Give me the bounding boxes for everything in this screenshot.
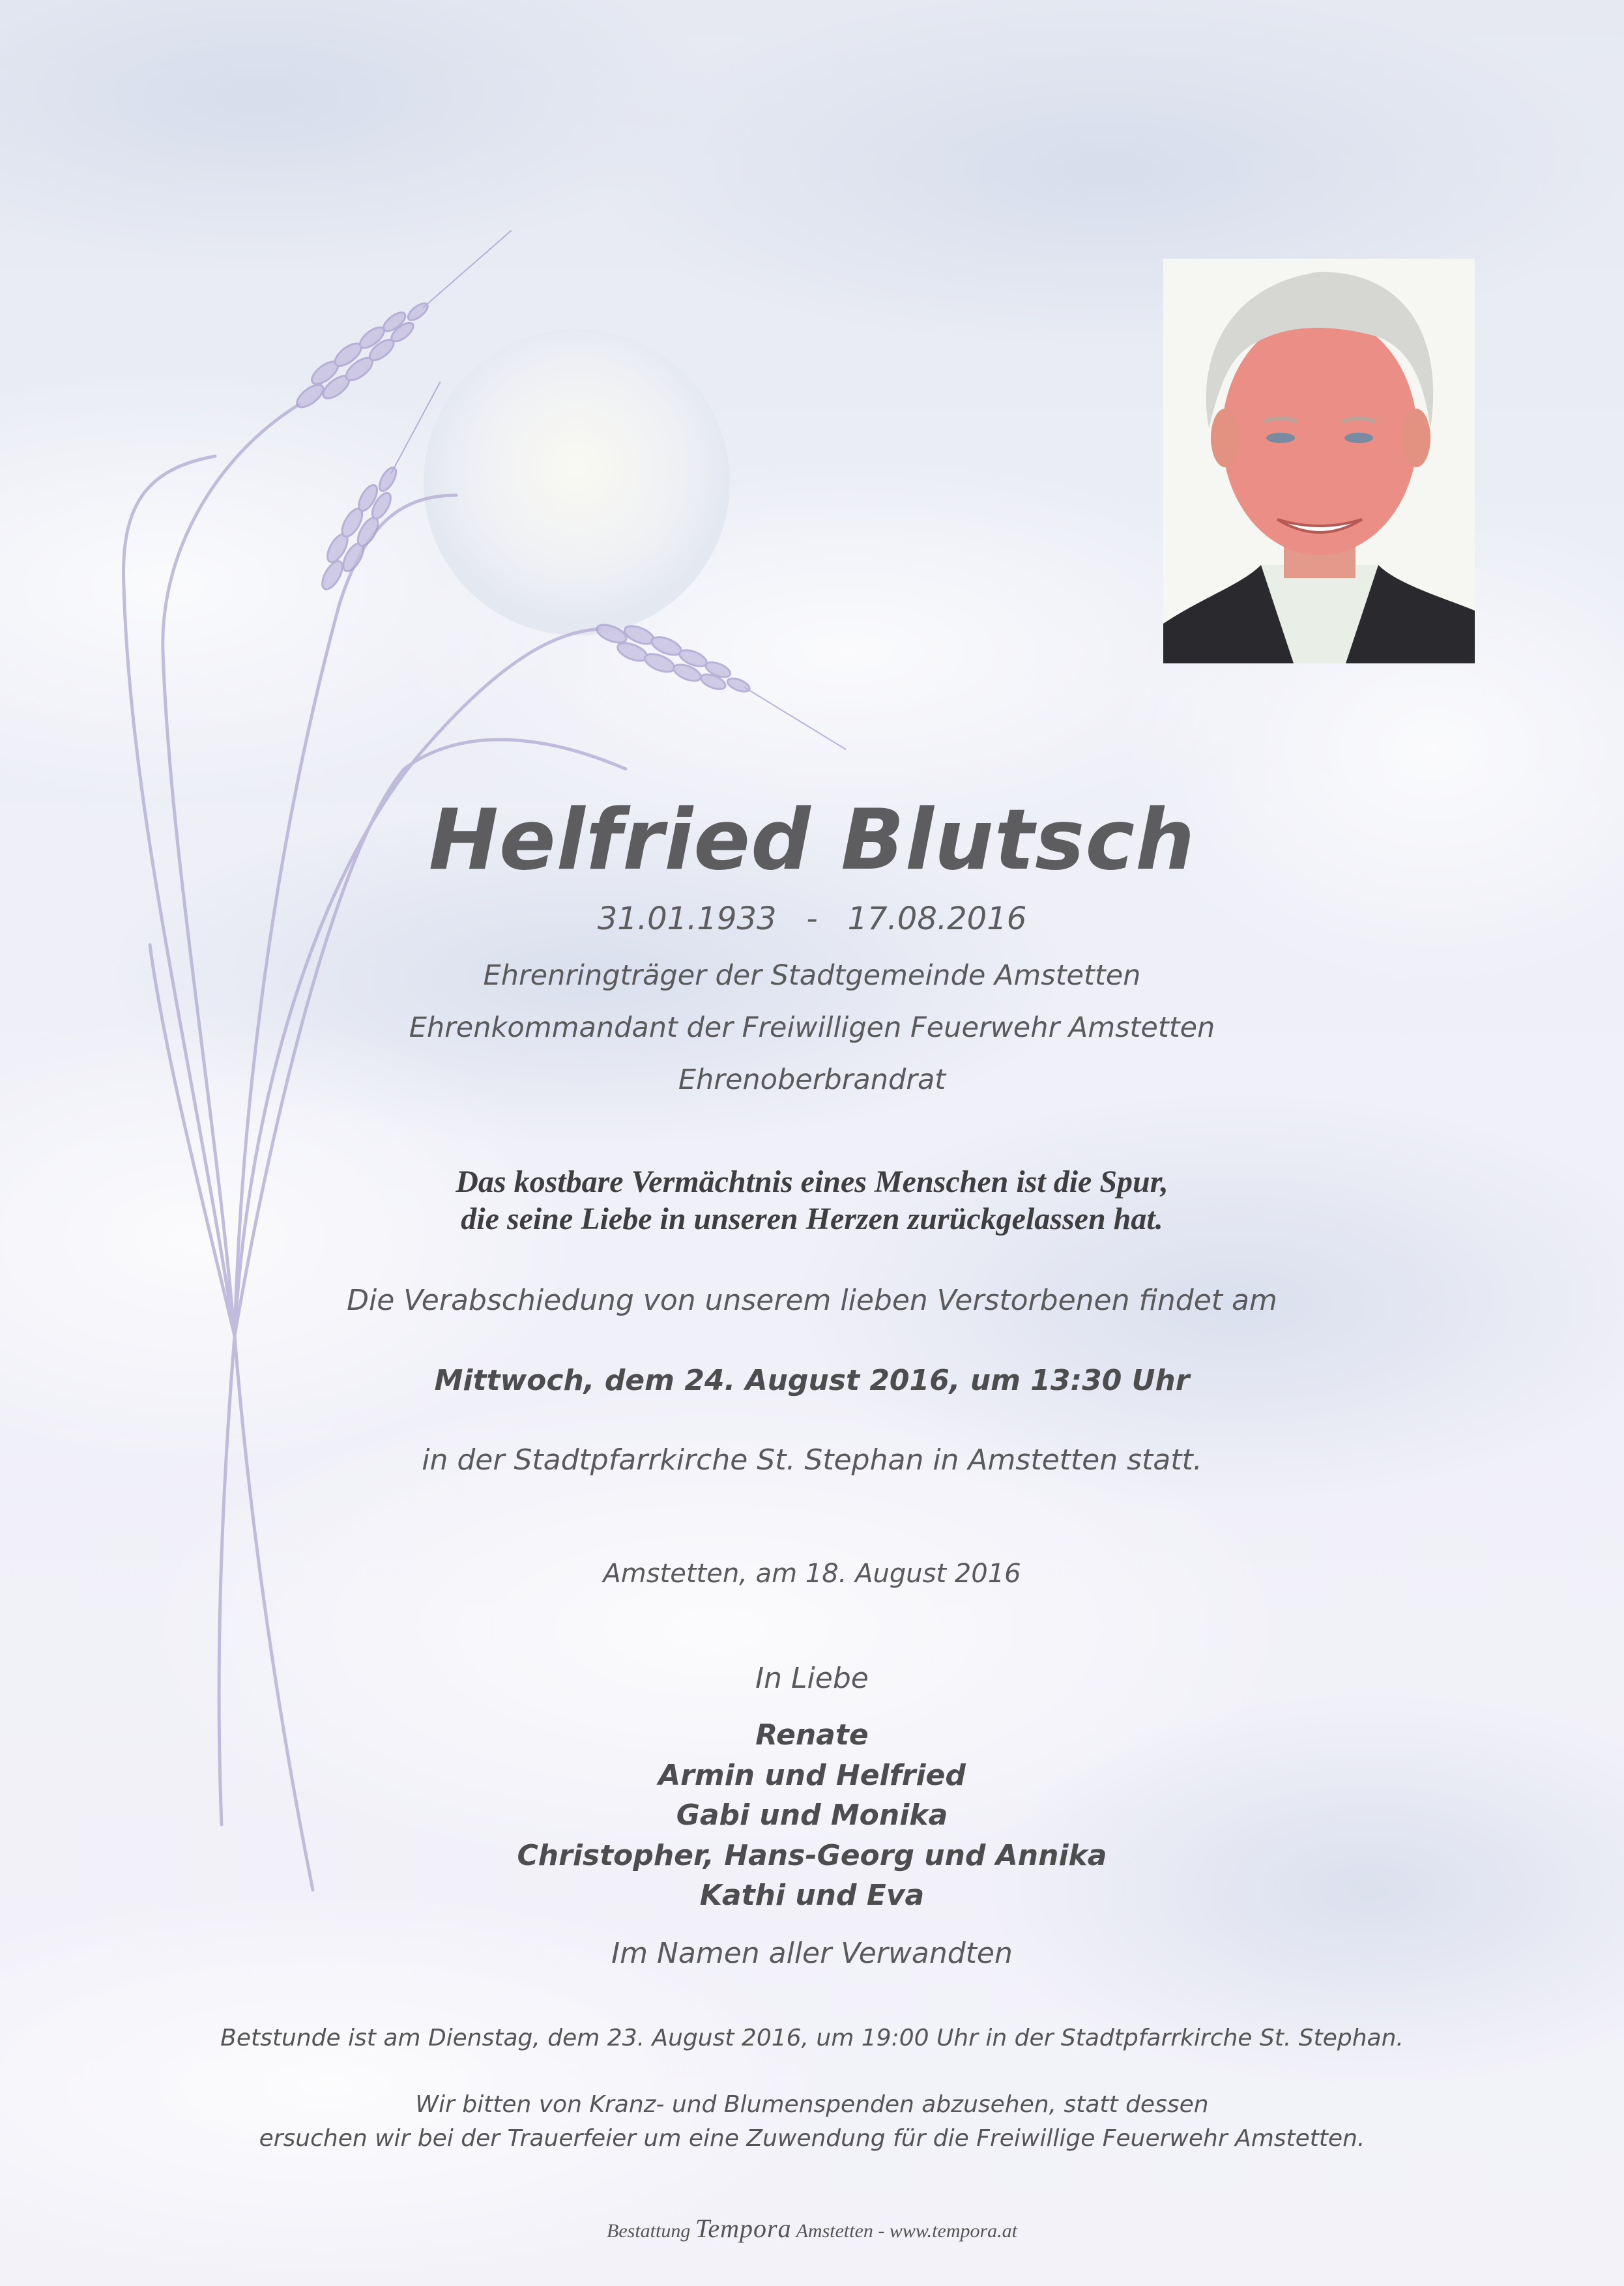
place-date: Amstetten, am 18. August 2016 xyxy=(603,1559,1021,1589)
mourners-closing: Im Namen aller Verwandten xyxy=(611,1937,1013,1970)
death-date: 17.08.2016 xyxy=(847,901,1027,937)
farewell-datetime: Mittwoch, dem 24. August 2016, um 13:30 Uhr xyxy=(434,1364,1190,1397)
honor-title-2: Ehrenkommandant der Freiwilligen Feuerwehr Amstetten xyxy=(409,1011,1215,1044)
quote-line-2: die seine Liebe in unseren Herzen zurückgelassen hat. xyxy=(461,1202,1163,1236)
mourner-name: Gabi und Monika xyxy=(676,1799,948,1832)
farewell-location: in der Stadtpfarrkirche St. Stephan in Amstetten statt. xyxy=(422,1443,1202,1477)
tempora-logo: Tempora xyxy=(695,2214,792,2243)
footer-prefix: Bestattung xyxy=(607,2220,691,2242)
quote-line-1: Das kostbare Vermächtnis eines Menschen ist die Spur, xyxy=(456,1165,1168,1199)
donation-note-line-2: ersuchen wir bei der Trauerfeier um eine Zuwendung für die Freiwillige Feuerwehr Amstetten. xyxy=(259,2125,1365,2152)
deceased-name: Helfried Blutsch xyxy=(428,792,1196,889)
honor-title-1: Ehrenringträger der Stadtgemeinde Amstetten xyxy=(483,959,1141,992)
farewell-intro: Die Verabschiedung von unserem lieben Verstorbenen findet am xyxy=(347,1284,1277,1317)
life-dates: 31.01.1933 - 17.08.2016 xyxy=(597,901,1027,937)
portrait-photo xyxy=(1163,259,1475,663)
mourner-name: Armin und Helfried xyxy=(658,1759,966,1792)
prayer-note: Betstunde ist am Dienstag, dem 23. August 2016, um 19:00 Uhr in der Stadtpfarrkirche St. Stephan. xyxy=(220,2025,1404,2051)
footer-suffix: Amstetten - www.tempora.at xyxy=(796,2220,1017,2242)
mourner-name: Christopher, Hans-Georg und Annika xyxy=(517,1839,1107,1872)
mourners-intro: In Liebe xyxy=(755,1662,869,1695)
donation-note-line-1: Wir bitten von Kranz- und Blumenspenden abzusehen, statt dessen xyxy=(415,2091,1209,2118)
moon xyxy=(424,329,730,635)
honor-title-3: Ehrenoberbrandrat xyxy=(678,1063,946,1096)
birth-date: 31.01.1933 xyxy=(597,901,777,937)
mourner-name: Renate xyxy=(755,1718,869,1752)
mourner-name: Kathi und Eva xyxy=(699,1879,925,1912)
footer xyxy=(0,2213,1624,2244)
